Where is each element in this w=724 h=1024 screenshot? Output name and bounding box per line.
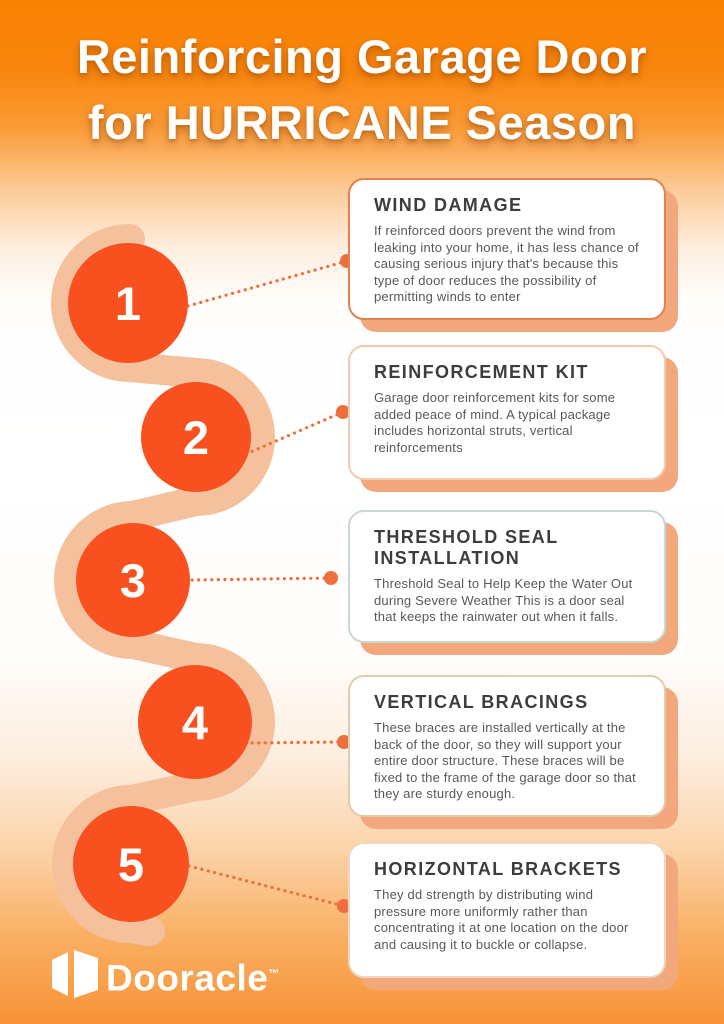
step-heading-2: REINFORCEMENT KIT [374, 362, 589, 382]
trademark-symbol: ™ [268, 968, 280, 981]
step-number-3: 3 [119, 553, 147, 607]
page-title-line2: for HURRICANE Season [88, 95, 636, 149]
step-heading-5: HORIZONTAL BRACKETS [374, 859, 622, 879]
step-body-1: If reinforced doors prevent the wind from leaking into your home, it has less chance of causing serious injury that's because this type of door reduces the possibility of permitting winds to enter [374, 223, 639, 304]
step-circle-1 [68, 243, 188, 363]
step-card-horizontal-brackets [348, 842, 666, 978]
step-card-threshold-seal [348, 510, 666, 643]
step-circle-3 [76, 523, 190, 637]
connector-line-1 [188, 261, 347, 306]
step-circle-5 [73, 806, 189, 922]
brand-name: Dooracle™ [106, 957, 280, 999]
connector-line-5 [189, 866, 344, 906]
step-card-vertical-bracings [348, 675, 666, 817]
connector-line-4 [252, 742, 344, 743]
step-body-5: They dd strength by distributing wind pressure more uniformly rather than concentrating it at one location on the door and causing it to buckle or collapse. [374, 887, 629, 952]
step-card-reinforcement-kit [348, 345, 666, 480]
step-heading-3: THRESHOLD SEAL INSTALLATION [374, 527, 559, 568]
step-heading-1: WIND DAMAGE [374, 195, 523, 215]
step-card-wind-damage [348, 178, 666, 320]
step-body-4: These braces are installed vertically at the back of the door, so they will support your entire door structure. These braces will be fixed to the frame of the garage door so that they are sturdy enough. [374, 720, 636, 801]
connector-dot-3 [324, 571, 338, 585]
open-door-icon [52, 950, 98, 1003]
step-heading-4: VERTICAL BRACINGS [374, 692, 589, 712]
step-number-5: 5 [117, 837, 145, 891]
brand-logo [52, 950, 280, 1003]
step-number-4: 4 [181, 695, 209, 749]
step-circle-4 [138, 665, 252, 779]
step-body-3: Threshold Seal to Help Keep the Water Out during Severe Weather This is a door seal that keeps the rainwater out when it falls. [374, 576, 633, 624]
step-circle-2 [141, 382, 251, 492]
connector-line-3 [192, 578, 331, 580]
step-number-1: 1 [114, 276, 142, 330]
step-body-2: Garage door reinforcement kits for some added peace of mind. A typical package includes horizontal struts, vertical reinforcements [374, 390, 616, 455]
page-title-line1: Reinforcing Garage Door [76, 30, 648, 83]
step-number-2: 2 [182, 410, 210, 464]
